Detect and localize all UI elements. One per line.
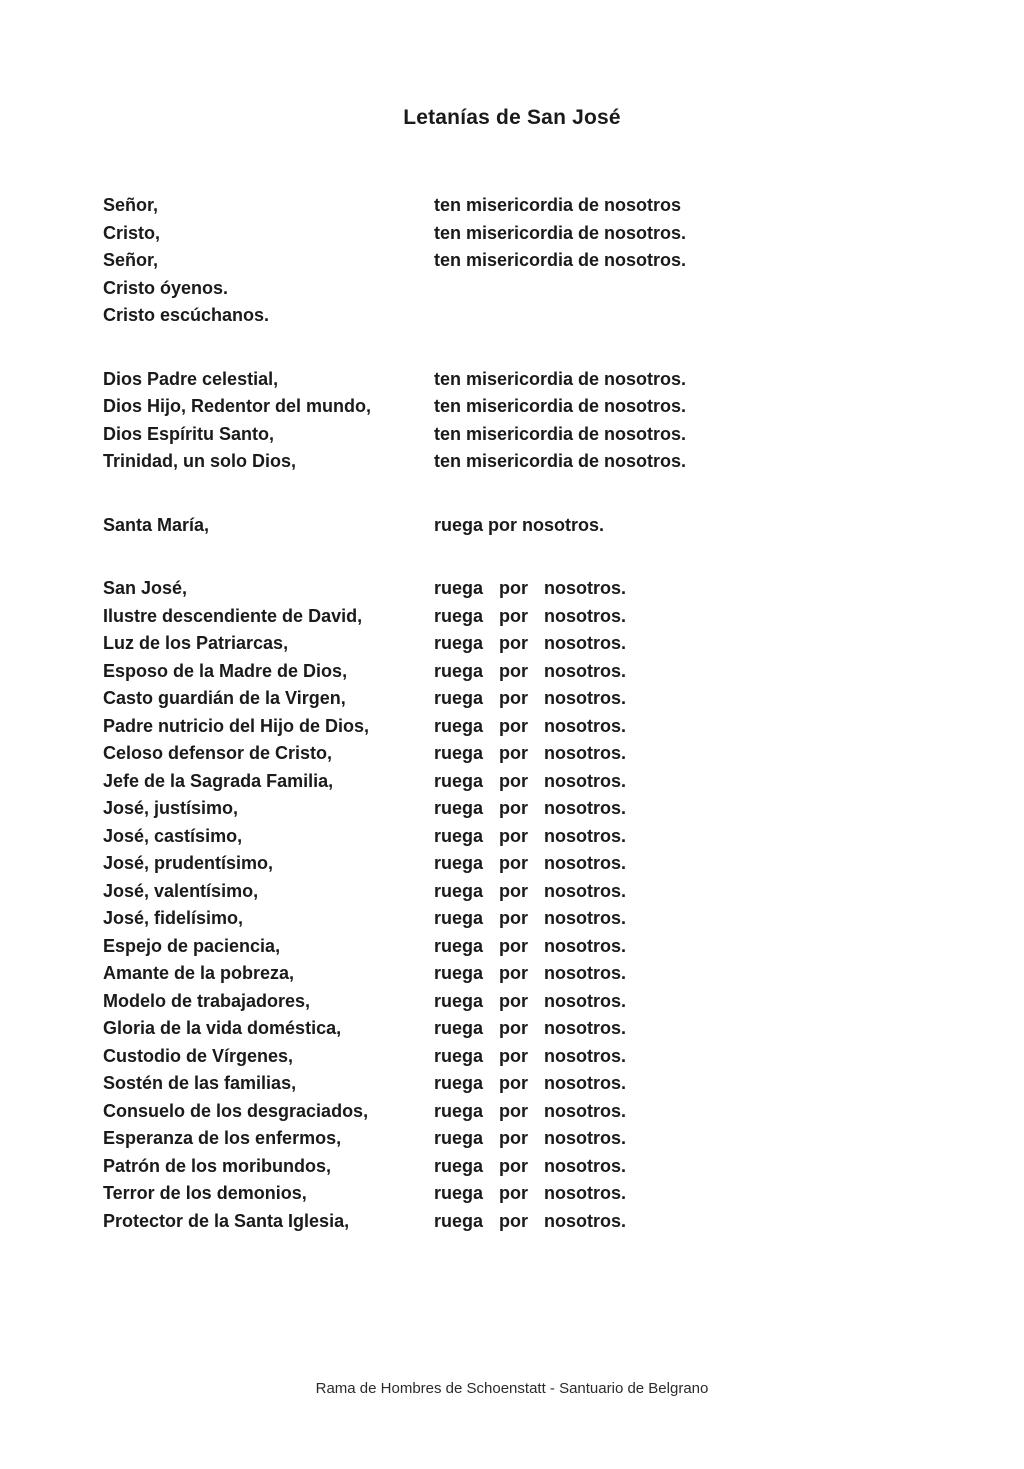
response-text: ruega por nosotros. bbox=[434, 578, 627, 598]
invocation-text: Custodio de Vírgenes, bbox=[103, 1045, 294, 1066]
invocation-text: José, fidelísimo, bbox=[103, 908, 244, 928]
response-text: ruega por nosotros. bbox=[434, 935, 627, 956]
litany-row bbox=[103, 1015, 964, 1043]
litany-row bbox=[103, 448, 964, 476]
response-text: ruega por nosotros. bbox=[434, 1183, 627, 1203]
response-text: ruega por nosotros. bbox=[434, 770, 627, 791]
litany-group bbox=[103, 575, 964, 1235]
litany-row bbox=[103, 192, 964, 220]
response-text: ten misericordia de nosotros bbox=[434, 195, 682, 215]
litany-group bbox=[103, 366, 964, 476]
response-text: ten misericordia de nosotros. bbox=[434, 222, 687, 243]
response-text: ruega por nosotros. bbox=[434, 688, 627, 708]
response-text: ruega por nosotros. bbox=[434, 743, 627, 763]
litany-row bbox=[103, 1208, 964, 1236]
response-text: ruega por nosotros. bbox=[434, 1155, 627, 1176]
invocation-text: Cristo escúchanos. bbox=[103, 305, 270, 325]
invocation-text: José, castísimo, bbox=[103, 825, 243, 846]
response-text: ten misericordia de nosotros. bbox=[434, 250, 687, 270]
litany-row bbox=[103, 795, 964, 823]
response-text: ruega por nosotros. bbox=[434, 880, 627, 901]
invocation-text: Espejo de paciencia, bbox=[103, 935, 281, 956]
invocation-text: Ilustre descendiente de David, bbox=[103, 605, 363, 626]
response-text: ruega por nosotros. bbox=[434, 514, 605, 535]
page-footer: Rama de Hombres de Schoenstatt - Santuario de Belgrano bbox=[315, 1380, 709, 1397]
invocation-text: José, prudentísimo, bbox=[103, 853, 274, 873]
litany-row bbox=[103, 1070, 964, 1098]
litany-row bbox=[103, 823, 964, 851]
litany-row bbox=[103, 302, 964, 330]
response-text: ruega por nosotros. bbox=[434, 908, 627, 928]
response-text: ruega por nosotros. bbox=[434, 1018, 627, 1038]
page-title: Letanías de San José bbox=[403, 106, 621, 129]
litany-row bbox=[103, 1153, 964, 1181]
invocation-text: Jefe de la Sagrada Familia, bbox=[103, 770, 334, 791]
response-text: ten misericordia de nosotros. bbox=[434, 396, 687, 416]
litany-row bbox=[103, 1043, 964, 1071]
response-text: ruega por nosotros. bbox=[434, 715, 627, 736]
litany-row bbox=[103, 393, 964, 421]
litany-group bbox=[103, 192, 964, 330]
invocation-text: Cristo óyenos. bbox=[103, 277, 229, 298]
invocation-text: Esperanza de los enfermos, bbox=[103, 1128, 342, 1148]
litany-row bbox=[103, 1125, 964, 1153]
response-text: ruega por nosotros. bbox=[434, 660, 627, 681]
litany-row bbox=[103, 685, 964, 713]
invocation-text: Señor, bbox=[103, 250, 159, 270]
invocation-text: Consuelo de los desgraciados, bbox=[103, 1100, 369, 1121]
litany-row bbox=[103, 603, 964, 631]
litany-row bbox=[103, 421, 964, 449]
litany-row bbox=[103, 658, 964, 686]
response-text: ruega por nosotros. bbox=[434, 1045, 627, 1066]
invocation-text: Casto guardián de la Virgen, bbox=[103, 688, 346, 708]
response-text: ruega por nosotros. bbox=[434, 633, 627, 653]
response-text: ten misericordia de nosotros. bbox=[434, 451, 687, 471]
litany-row bbox=[103, 366, 964, 394]
invocation-text: Gloria de la vida doméstica, bbox=[103, 1018, 342, 1038]
litany-row bbox=[103, 630, 964, 658]
invocation-text: Sostén de las familias, bbox=[103, 1073, 297, 1093]
invocation-text: Celoso defensor de Cristo, bbox=[103, 743, 333, 763]
litany-row bbox=[103, 275, 964, 303]
response-text: ten misericordia de nosotros. bbox=[434, 368, 687, 389]
invocation-text: Padre nutricio del Hijo de Dios, bbox=[103, 715, 370, 736]
litany-row bbox=[103, 247, 964, 275]
invocation-text: Modelo de trabajadores, bbox=[103, 990, 311, 1011]
response-text: ruega por nosotros. bbox=[434, 853, 627, 873]
litany-body bbox=[103, 192, 964, 1271]
response-text: ruega por nosotros. bbox=[434, 798, 627, 818]
litany-row bbox=[103, 740, 964, 768]
invocation-text: Luz de los Patriarcas, bbox=[103, 633, 289, 653]
invocation-text: Trinidad, un solo Dios, bbox=[103, 451, 297, 471]
invocation-text: Dios Hijo, Redentor del mundo, bbox=[103, 396, 372, 416]
litany-row bbox=[103, 713, 964, 741]
invocation-text: Esposo de la Madre de Dios, bbox=[103, 660, 348, 681]
litany-row bbox=[103, 575, 964, 603]
invocation-text: San José, bbox=[103, 578, 188, 598]
invocation-text: Patrón de los moribundos, bbox=[103, 1155, 332, 1176]
litany-row bbox=[103, 933, 964, 961]
litany-group bbox=[103, 512, 964, 540]
invocation-text: Terror de los demonios, bbox=[103, 1183, 307, 1203]
invocation-text: Amante de la pobreza, bbox=[103, 963, 295, 983]
response-text: ruega por nosotros. bbox=[434, 825, 627, 846]
invocation-text: Dios Padre celestial, bbox=[103, 368, 279, 389]
response-text: ruega por nosotros. bbox=[434, 1100, 627, 1121]
response-text: ruega por nosotros. bbox=[434, 605, 627, 626]
invocation-text: Señor, bbox=[103, 195, 159, 215]
invocation-text: Cristo, bbox=[103, 222, 161, 243]
litany-row bbox=[103, 512, 964, 540]
litany-row bbox=[103, 220, 964, 248]
invocation-text: José, justísimo, bbox=[103, 798, 239, 818]
litany-row bbox=[103, 878, 964, 906]
litany-row bbox=[103, 905, 964, 933]
litany-row bbox=[103, 1098, 964, 1126]
response-text: ten misericordia de nosotros. bbox=[434, 423, 687, 444]
response-text: ruega por nosotros. bbox=[434, 963, 627, 983]
invocation-text: José, valentísimo, bbox=[103, 880, 259, 901]
invocation-text: Protector de la Santa Iglesia, bbox=[103, 1210, 350, 1231]
litany-row bbox=[103, 960, 964, 988]
response-text: ruega por nosotros. bbox=[434, 1210, 627, 1231]
litany-row bbox=[103, 988, 964, 1016]
response-text: ruega por nosotros. bbox=[434, 990, 627, 1011]
litany-row bbox=[103, 768, 964, 796]
response-text: ruega por nosotros. bbox=[434, 1128, 627, 1148]
response-text: ruega por nosotros. bbox=[434, 1073, 627, 1093]
litany-row bbox=[103, 850, 964, 878]
litany-row bbox=[103, 1180, 964, 1208]
invocation-text: Dios Espíritu Santo, bbox=[103, 423, 275, 444]
invocation-text: Santa María, bbox=[103, 514, 210, 535]
